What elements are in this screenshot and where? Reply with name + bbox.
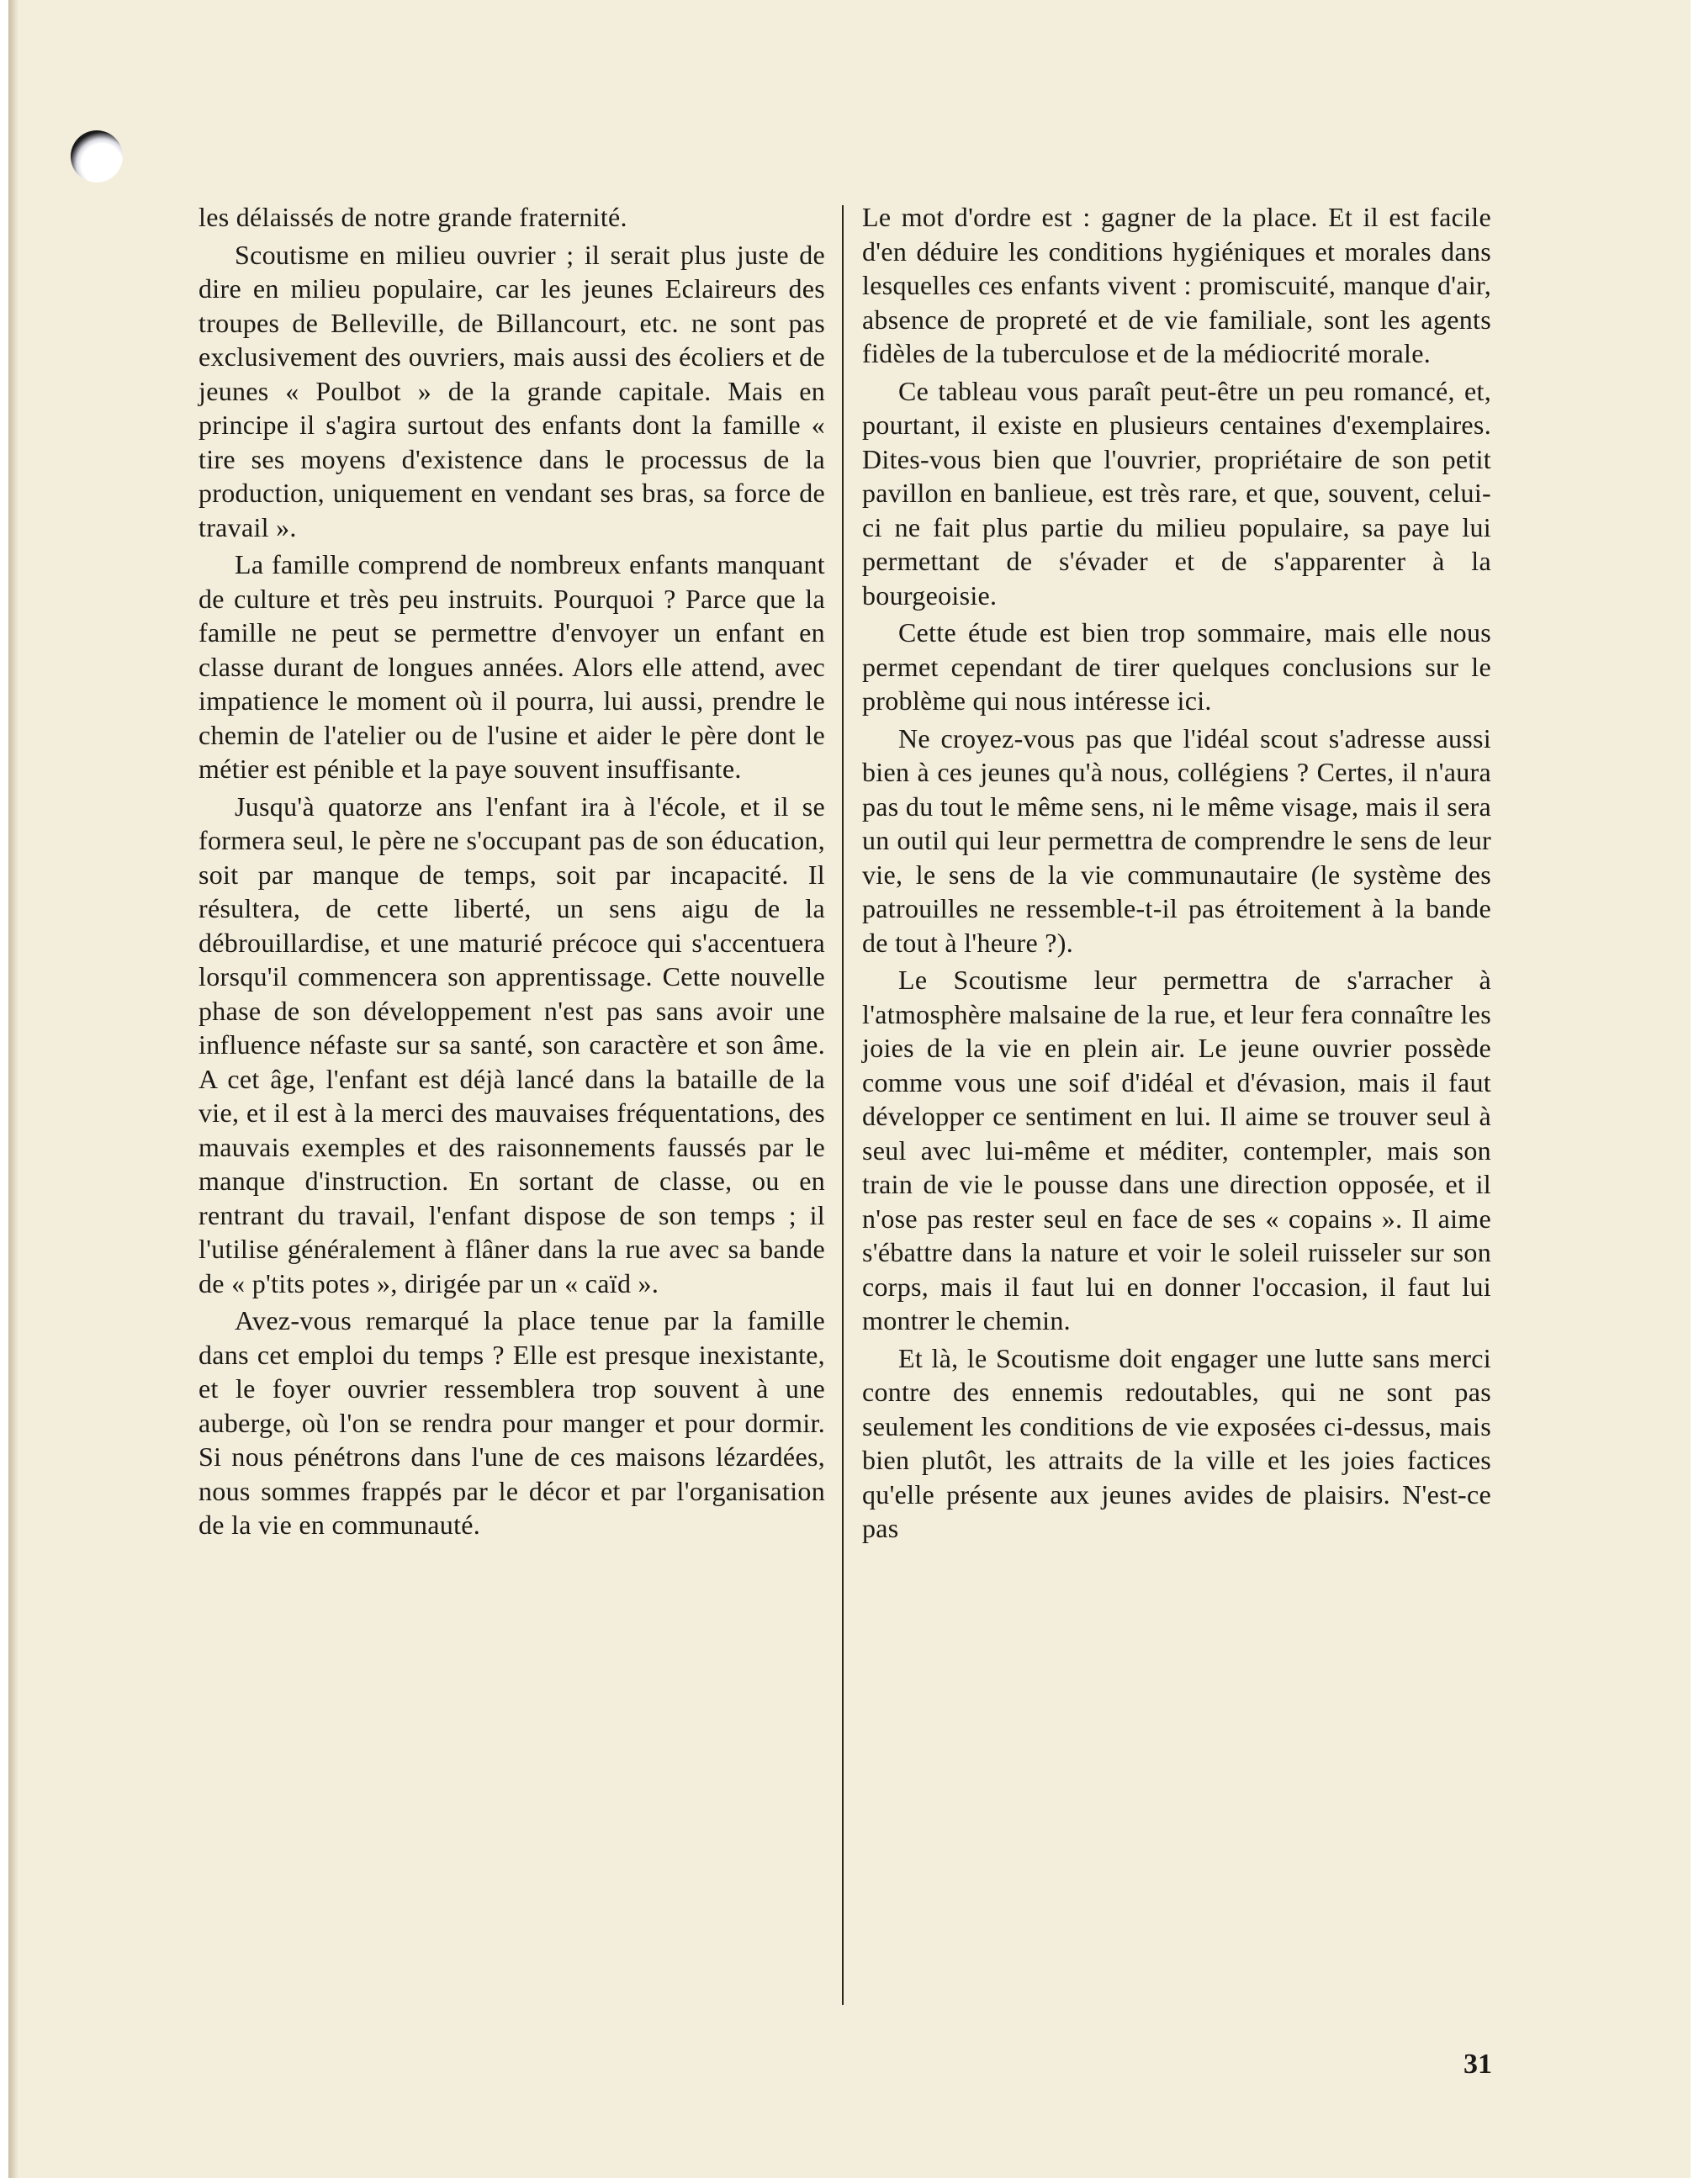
page-number: 31 <box>1463 2049 1492 2080</box>
paragraph: les délaissés de notre grande fraternité. <box>198 202 627 232</box>
paragraph: Et là, le Scoutisme doit engager une lutte sans merci contre des ennemis redoutables, qui ne sont pas seulement les conditions de vie exposées ci-dessus, mais bien plutôt, les attraits de la ville et les joies factices qu'elle présente aux jeunes avides de plaisirs. N'est-ce pas <box>862 1342 1491 1543</box>
paragraph: Avez-vous remarqué la place tenue par la famille dans cet emploi du temps ? Elle est presque inexistante, et le foyer ouvrier ressemblera trop souvent à une auberge, où l'on se rendra pour manger et pour dormir. Si nous pénétrons dans l'une de ces maisons lézardées, nous sommes frappés par le décor et par l'organisation de la vie en communauté. <box>198 1305 825 1540</box>
paragraph: Le Scoutisme leur permettra de s'arracher à l'atmosphère malsaine de la rue, et leur fera connaître les joies de la vie en plein air. Le jeune ouvrier possède comme vous une soif d'idéal et d'évasion, mais il faut développer ce sentiment en lui. Il aime se trouver seul à seul avec lui-même et méditer, contempler, mais son train de vie le pousse dans une direction opposée, et il n'ose pas rester seul en face de ses « copains ». Il aime s'ébattre dans la nature et voir le soleil ruisseler sur son corps, mais il faut lui en donner l'occasion, il faut lui montrer le chemin. <box>862 965 1491 1335</box>
text-column-right <box>862 200 1491 1549</box>
page-edge-shadow <box>8 0 19 2178</box>
column-divider <box>842 205 844 2005</box>
paragraph: Scoutisme en milieu ouvrier ; il serait plus juste de dire en milieu populaire, car les jeunes Eclaireurs des troupes de Belleville, de Billancourt, etc. ne sont pas exclusivement des ouvriers, mais aussi des écoliers et de jeunes « Poulbot » de la grande capitale. Mais en principe il s'agira surtout des enfants dont la famille « tire ses moyens d'existence dans le processus de la production, uniquement en vendant ses bras, sa force de travail ». <box>198 239 825 542</box>
punch-hole <box>71 130 123 182</box>
text-column-left <box>198 200 825 1546</box>
paragraph: Le mot d'ordre est : gagner de la place. Et il est facile d'en déduire les conditions hygiéniques et morales dans lesquelles ces enfants vivent : promiscuité, manque d'air, absence de propreté et de vie familiale, sont les agents fidèles de la tuberculose et de la médiocrité morale. <box>862 202 1491 368</box>
paragraph: Ne croyez-vous pas que l'idéal scout s'adresse aussi bien à ces jeunes qu'à nous, collégiens ? Certes, il n'aura pas du tout le même sens, ni le même visage, mais il sera un outil qui leur permettra de comprendre le sens de leur vie, le sens de la vie communautaire (le système des patrouilles ne ressemble-t-il pas étroitement à la bande de tout à l'heure ?). <box>862 722 1491 958</box>
paragraph: Jusqu'à quatorze ans l'enfant ira à l'école, et il se formera seul, le père ne s'occupant pas de son éducation, soit par manque de temps, soit par incapacité. Il résultera, de cette liberté, un sens aigu de la débrouillardise, et une maturié précoce qui s'accentuera lorsqu'il commencera son apprentissage. Cette nouvelle phase de son développement n'est pas sans avoir une influence néfaste sur sa santé, son caractère et son âme. A cet âge, l'enfant est déjà lancé dans la bataille de la vie, et il est à la merci des mauvaises fréquentations, des mauvais exemples et des raisonnements faussés par le manque d'instruction. En sortant de classe, ou en rentrant du travail, l'enfant dispose de son temps ; il l'utilise généralement à flâner dans la rue avec sa bande de « p'tits potes », dirigée par un « caïd ». <box>198 791 825 1298</box>
paragraph: La famille comprend de nombreux enfants manquant de culture et très peu instruits. Pourquoi ? Parce que la famille ne peut se permettre d'envoyer un enfant en classe durant de longues années. Alors elle attend, avec impatience le moment où il pourra, lui aussi, prendre le chemin de l'atelier ou de l'usine et aider le père dont le métier est pénible et la paye souvent insuffisante. <box>198 549 825 784</box>
paragraph: Ce tableau vous paraît peut-être un peu romancé, et, pourtant, il existe en plusieurs centaines d'exemplaires. Dites-vous bien que l'ouvrier, propriétaire de son petit pavillon en banlieue, est très rare, et que, souvent, celui-ci ne fait plus partie du milieu populaire, sa paye lui permettant de s'évader et de s'apparenter à la bourgeoisie. <box>862 375 1491 611</box>
paragraph: Cette étude est bien trop sommaire, mais elle nous permet cependant de tirer quelques conclusions sur le problème qui nous intéresse ici. <box>862 617 1491 716</box>
